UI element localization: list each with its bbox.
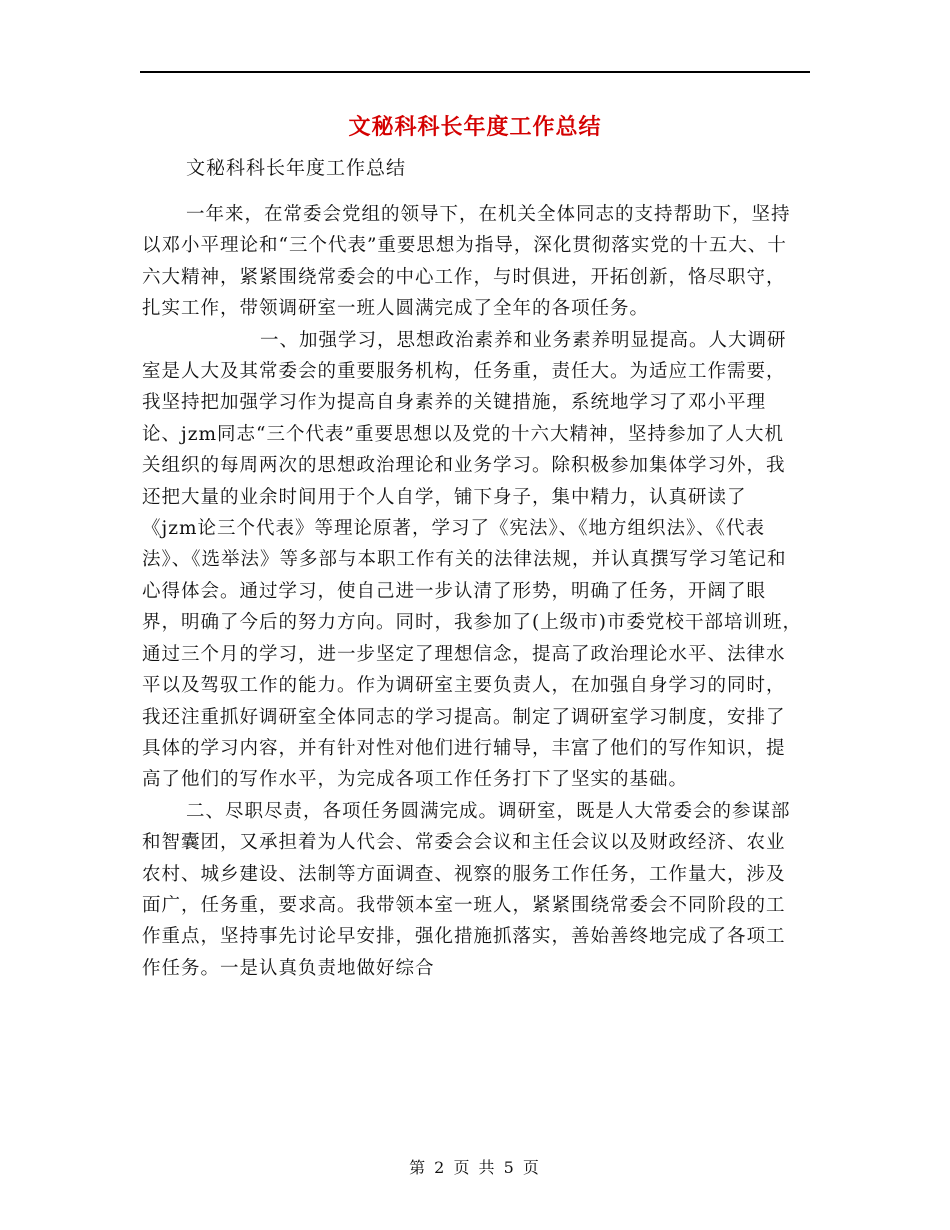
paragraph-intro: 一年来，在常委会党组的领导下，在机关全体同志的支持帮助下，坚持以邓小平理论和“三个代表”重要思想为指导，深化贯彻落实党的十五大、十六大精神，紧紧围绕常委会的中心工作，与时俱进，开拓创新，恪尽职守，扎实工作，带领调研室一班人圆满完成了全年的各项任务。: [142, 204, 791, 320]
document-subtitle: 文秘科科长年度工作总结: [186, 157, 407, 179]
paragraph-section-2: 二、尽职尽责，各项任务圆满完成。调研室，既是人大常委会的参谋部和智囊团，又承担着为人代会、常委会会议和主任会议以及财政经济、农业农村、城乡建设、法制等方面调查、视察的服务工作任务，工作量大，涉及面广，任务重，要求高。我带领本室一班人，紧紧围绕常委会不同阶段的工作重点，坚持事先讨论早安排，强化措施抓落实，善始善终地完成了各项工作任务。一是认真负责地做好综合: [142, 800, 791, 979]
header-rule: [140, 71, 810, 73]
paragraph-section-1: 一、加强学习，思想政治素养和业务素养明显提高。人大调研室是人大及其常委会的重要服务机构，任务重，责任大。为适应工作需要，我坚持把加强学习作为提高自身素养的关键措施，系统地学习了邓小平理论、jzm同志“三个代表”重要思想以及党的十六大精神，坚持参加了人大机关组织的每周两次的思想政治理论和业务学习。除积极参加集体学习外，我还把大量的业余时间用于个人自学，铺下身子，集中精力，认真研读了《jzm论三个代表》等理论原著，学习了《宪法》、《地方组织法》、《代表法》、《选举法》等多部与本职工作有关的法律法规，并认真撰写学习笔记和心得体会。通过学习，使自己进一步认清了形势，明确了任务，开阔了眼界，明确了今后的努力方向。同时，我参加了(上级市)市委党校干部培训班，通过三个月的学习，进一步坚定了理想信念，提高了政治理论水平、法律水平以及驾驭工作的能力。作为调研室主要负责人，在加强自身学习的同时，我还注重抓好调研室全体同志的学习提高。制定了调研室学习制度，安排了具体的学习内容，并有针对性对他们进行辅导，丰富了他们的写作知识，提高了他们的写作水平，为完成各项工作任务打下了坚实的基础。: [142, 329, 802, 791]
page-footer: 第 2 页 共 5 页: [409, 1158, 541, 1177]
document-title: 文秘科科长年度工作总结: [348, 115, 602, 140]
document-body: [142, 199, 802, 984]
